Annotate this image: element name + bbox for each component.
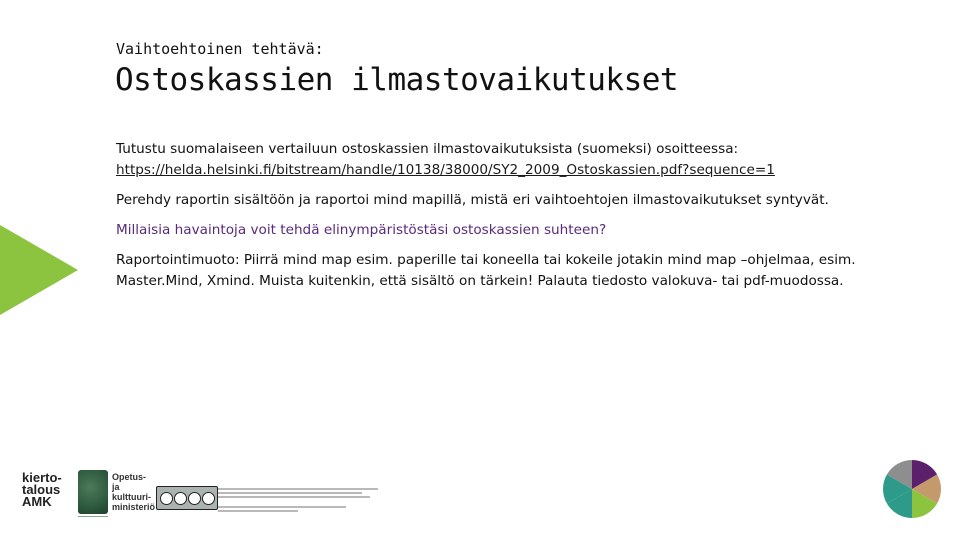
instruction-paragraph: Perehdy raportin sisältöön ja raportoi mind mapillä, mistä eri vaihtoehtojen ilmastovaikutukset syntyvät. — [116, 192, 829, 208]
license-line — [218, 492, 362, 494]
logo-line-3: AMK — [22, 494, 52, 509]
green-triangle-decoration — [0, 225, 78, 315]
creative-commons-badge-icon — [156, 486, 218, 510]
slide-subtitle: Vaihtoehtoinen tehtävä: — [116, 40, 324, 58]
intro-paragraph — [116, 139, 906, 181]
seal-underline — [78, 516, 108, 517]
ministry-logo-text — [112, 472, 155, 512]
intro-text: Tutustu suomalaiseen vertailuun ostoskassien ilmastovaikutuksista (suomeksi) osoitteessa: — [116, 141, 739, 157]
ministry-line-3: ministeriö — [112, 502, 156, 512]
ministry-line-2: kulttuuri- — [112, 492, 151, 502]
sa-icon — [202, 492, 215, 505]
slide-title: Ostoskassien ilmastovaikutukset — [115, 62, 679, 98]
license-line — [218, 510, 298, 512]
logo-line-2: talous — [22, 482, 61, 497]
by-icon — [174, 492, 187, 505]
kiertotalous-amk-logo — [22, 472, 72, 510]
logo-line-1: kierto- — [22, 470, 62, 485]
license-fine-print — [218, 486, 378, 514]
report-link[interactable]: https://helda.helsinki.fi/bitstream/handle/10138/38000/SY2_2009_Ostoskassien.pdf?sequence=1 — [116, 162, 775, 178]
license-line — [218, 488, 378, 490]
cc-icon — [160, 492, 173, 505]
ministry-line-1: Opetus- ja — [112, 472, 147, 492]
question-paragraph: Millaisia havaintoja voit tehdä elinympäristöstäsi ostoskassien suhteen? — [116, 222, 607, 238]
license-line — [218, 496, 370, 498]
nc-icon — [188, 492, 201, 505]
slide-body — [116, 139, 906, 301]
ministry-seal-icon — [78, 470, 108, 514]
format-paragraph: Raportointimuoto: Piirrä mind map esim. paperille tai koneella tai kokeile jotakin mind map –ohjelmaa, esim. Master.Mind, Xmind. Muista kuitenkin, että sisältö on tärkein! Palauta tiedosto valokuva- tai pdf-muodossa. — [116, 252, 856, 289]
license-line — [218, 506, 346, 508]
pie-circle-logo-icon — [883, 460, 941, 518]
